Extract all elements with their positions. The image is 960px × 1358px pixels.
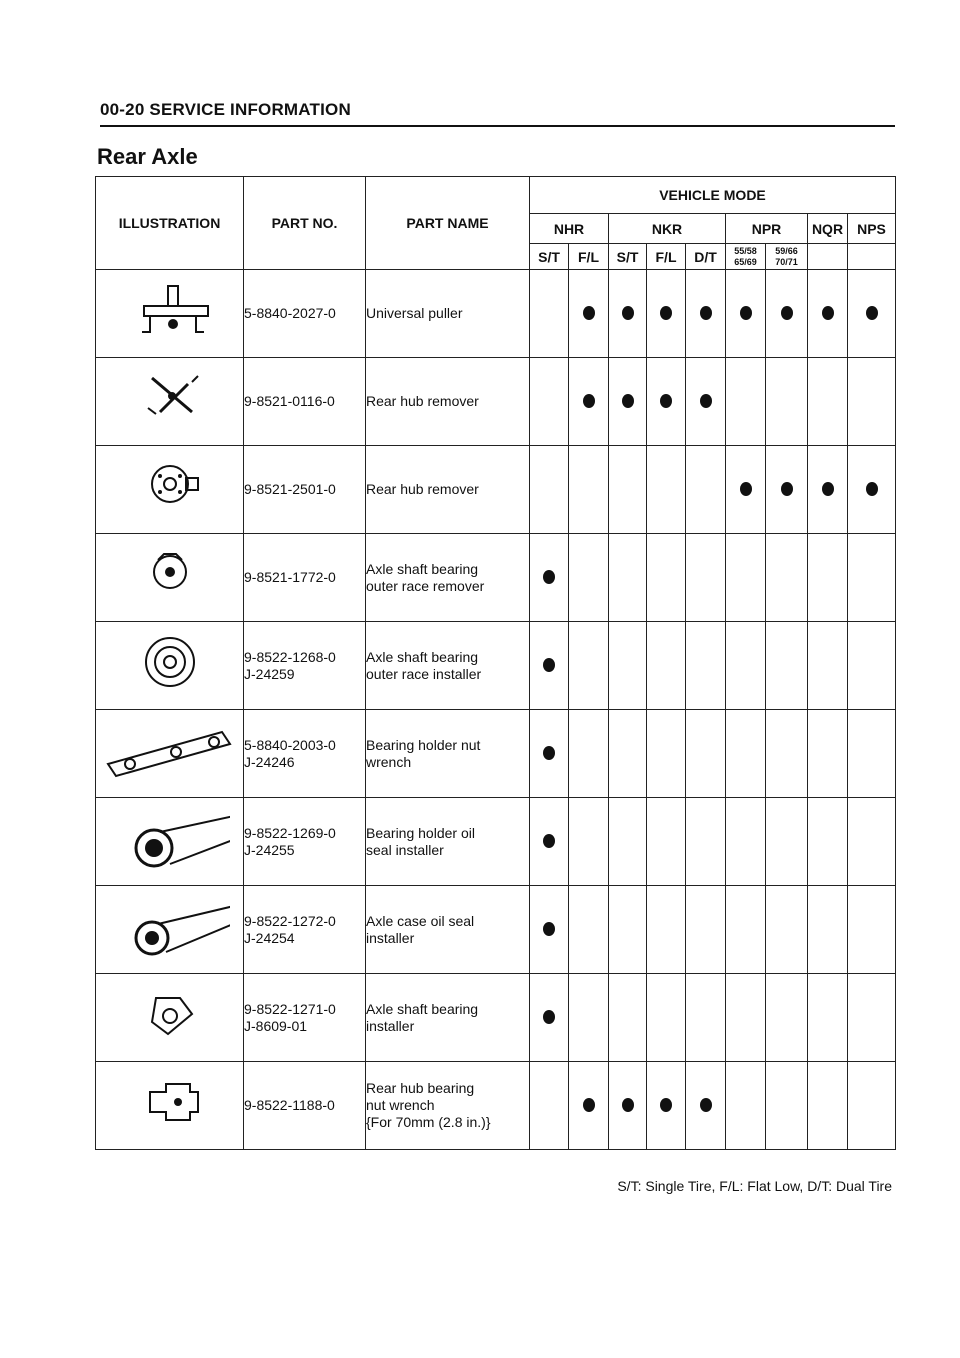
table-row — [96, 622, 896, 710]
part-name: Bearing holder nut — [366, 736, 481, 753]
table-row — [96, 534, 896, 622]
applicability-nqr — [808, 1062, 848, 1150]
applicability-npr-b — [766, 622, 808, 710]
applicability-npr-a — [726, 622, 766, 710]
applicability-nhr-st — [530, 534, 569, 622]
applicability-npr-a — [726, 270, 766, 358]
applicability-nhr-fl — [569, 534, 609, 622]
applicability-nkr-fl — [647, 1062, 686, 1150]
part-name: Bearing holder oil — [366, 824, 475, 841]
applicability-nqr — [808, 534, 848, 622]
applicability-nhr-st — [530, 446, 569, 534]
part-name: outer race installer — [366, 665, 482, 682]
applicable-dot — [740, 482, 752, 496]
applicability-npr-b — [766, 798, 808, 886]
part-name-cell — [366, 534, 530, 622]
sub-npr-b — [766, 244, 808, 270]
applicability-nps — [848, 358, 896, 446]
applicability-npr-b — [766, 358, 808, 446]
applicability-nkr-fl — [647, 798, 686, 886]
part-name-cell — [366, 974, 530, 1062]
universal-puller-icon — [110, 280, 230, 342]
applicability-npr-b — [766, 886, 808, 974]
applicability-nkr-st — [609, 1062, 647, 1150]
model-nkr: NKR — [609, 214, 726, 244]
model-nqr: NQR — [808, 214, 848, 244]
table-row — [96, 798, 896, 886]
applicable-dot — [700, 306, 712, 320]
nut-wrench-plate-icon — [102, 720, 238, 782]
hub-nut-wrench-icon — [110, 1072, 230, 1134]
applicability-npr-a — [726, 446, 766, 534]
applicability-nkr-st — [609, 622, 647, 710]
applicability-nps — [848, 446, 896, 534]
part-no: J-24255 — [244, 841, 295, 858]
applicability-nkr-fl — [647, 534, 686, 622]
part-name-cell — [366, 886, 530, 974]
applicability-nqr — [808, 886, 848, 974]
applicable-dot — [866, 482, 878, 496]
illustration-cell — [96, 358, 244, 446]
part-name: Axle case oil seal — [366, 912, 475, 929]
illustration-cell — [96, 710, 244, 798]
applicability-nps — [848, 270, 896, 358]
part-no-cell — [244, 270, 366, 358]
illustration-cell — [96, 1062, 244, 1150]
part-no: 9-8522-1272-0 — [244, 912, 336, 929]
applicability-nkr-st — [609, 798, 647, 886]
illustration-cell — [96, 270, 244, 358]
sub-st-nhr: S/T — [530, 244, 569, 270]
part-name-cell — [366, 270, 530, 358]
part-no: 9-8522-1271-0 — [244, 1000, 336, 1017]
part-no: 9-8522-1268-0 — [244, 648, 336, 665]
part-name-cell — [366, 446, 530, 534]
part-name: Universal puller — [366, 305, 463, 321]
seal-installer-icon — [110, 808, 230, 870]
applicable-dot — [622, 394, 634, 408]
npr-b-line1: 59/66 — [775, 245, 798, 256]
applicable-dot — [781, 306, 793, 320]
applicability-nkr-fl — [647, 974, 686, 1062]
applicability-nhr-st — [530, 270, 569, 358]
applicability-nkr-fl — [647, 358, 686, 446]
applicability-nkr-st — [609, 974, 647, 1062]
sub-nps — [848, 244, 896, 270]
applicability-nps — [848, 974, 896, 1062]
applicability-nhr-st — [530, 710, 569, 798]
illustration-cell — [96, 798, 244, 886]
col-vehicle-mode: VEHICLE MODE — [530, 177, 896, 214]
part-name: seal installer — [366, 841, 444, 858]
part-no-cell — [244, 358, 366, 446]
race-remover-icon — [110, 544, 230, 606]
applicability-nqr — [808, 798, 848, 886]
part-name: {For 70mm (2.8 in.)} — [366, 1114, 491, 1130]
part-no-cell — [244, 974, 366, 1062]
part-name-cell — [366, 798, 530, 886]
part-no: J-24254 — [244, 929, 295, 946]
table-row — [96, 974, 896, 1062]
applicability-nkr-dt — [686, 974, 726, 1062]
part-name-cell — [366, 358, 530, 446]
rear-hub-remover-icon — [110, 368, 230, 430]
applicability-nhr-fl — [569, 270, 609, 358]
applicability-nkr-st — [609, 710, 647, 798]
applicability-nkr-fl — [647, 622, 686, 710]
bearing-installer-icon — [110, 984, 230, 1046]
col-illustration: ILLUSTRATION — [96, 177, 244, 270]
sub-st-nkr: S/T — [609, 244, 647, 270]
applicability-npr-a — [726, 710, 766, 798]
part-name: wrench — [366, 753, 412, 770]
applicability-nps — [848, 798, 896, 886]
illustration-cell — [96, 622, 244, 710]
part-no-cell — [244, 446, 366, 534]
applicability-npr-a — [726, 886, 766, 974]
applicability-nhr-st — [530, 886, 569, 974]
applicability-nqr — [808, 446, 848, 534]
applicability-nkr-dt — [686, 358, 726, 446]
applicability-nkr-dt — [686, 534, 726, 622]
part-name-cell — [366, 1062, 530, 1150]
applicability-nkr-dt — [686, 446, 726, 534]
oil-seal-installer-icon — [110, 896, 230, 958]
applicability-nkr-st — [609, 534, 647, 622]
applicability-nqr — [808, 358, 848, 446]
applicability-nqr — [808, 710, 848, 798]
applicability-nkr-dt — [686, 798, 726, 886]
part-no: 9-8521-2501-0 — [244, 481, 336, 497]
applicable-dot — [622, 306, 634, 320]
applicable-dot — [660, 394, 672, 408]
applicability-nkr-fl — [647, 446, 686, 534]
applicable-dot — [822, 482, 834, 496]
applicability-nhr-fl — [569, 1062, 609, 1150]
applicability-nkr-st — [609, 270, 647, 358]
table-row — [96, 886, 896, 974]
table-row — [96, 446, 896, 534]
applicability-nhr-st — [530, 358, 569, 446]
sub-nqr — [808, 244, 848, 270]
col-part-name: PART NAME — [366, 177, 530, 270]
npr-a-line2: 65/69 — [734, 256, 757, 267]
applicability-nkr-fl — [647, 270, 686, 358]
part-name: Rear hub remover — [366, 393, 479, 409]
part-no: 5-8840-2003-0 — [244, 736, 336, 753]
part-no: J-24259 — [244, 665, 295, 682]
applicability-npr-a — [726, 358, 766, 446]
applicable-dot — [543, 834, 555, 848]
applicable-dot — [543, 570, 555, 584]
part-no-cell — [244, 710, 366, 798]
applicability-nps — [848, 534, 896, 622]
part-no-cell — [244, 1062, 366, 1150]
applicability-npr-b — [766, 710, 808, 798]
applicability-nhr-st — [530, 974, 569, 1062]
part-no: 9-8521-1772-0 — [244, 569, 336, 585]
applicable-dot — [543, 658, 555, 672]
applicability-nps — [848, 1062, 896, 1150]
applicability-nkr-dt — [686, 270, 726, 358]
table-row — [96, 270, 896, 358]
page-header: 00-20 SERVICE INFORMATION — [100, 100, 351, 119]
col-part-no: PART NO. — [244, 177, 366, 270]
applicability-nkr-st — [609, 886, 647, 974]
table-row — [96, 1062, 896, 1150]
applicable-dot — [866, 306, 878, 320]
applicability-npr-b — [766, 446, 808, 534]
npr-b-line2: 70/71 — [775, 256, 798, 267]
part-name: installer — [366, 929, 415, 946]
applicability-nhr-fl — [569, 622, 609, 710]
applicable-dot — [822, 306, 834, 320]
applicable-dot — [543, 922, 555, 936]
applicability-nkr-st — [609, 358, 647, 446]
part-name: nut wrench — [366, 1097, 435, 1113]
applicability-nhr-fl — [569, 446, 609, 534]
applicability-npr-b — [766, 974, 808, 1062]
header-rule — [100, 125, 895, 127]
illustration-cell — [96, 974, 244, 1062]
illustration-cell — [96, 446, 244, 534]
part-name: Axle shaft bearing — [366, 560, 479, 577]
part-name: Rear hub bearing — [366, 1080, 475, 1096]
applicable-dot — [781, 482, 793, 496]
applicability-npr-a — [726, 974, 766, 1062]
applicable-dot — [660, 306, 672, 320]
applicable-dot — [740, 306, 752, 320]
applicable-dot — [583, 394, 595, 408]
applicability-nps — [848, 622, 896, 710]
legend: S/T: Single Tire, F/L: Flat Low, D/T: Dual Tire — [617, 1178, 892, 1194]
part-name-cell — [366, 710, 530, 798]
part-no: 9-8521-0116-0 — [244, 393, 335, 409]
applicability-nhr-st — [530, 622, 569, 710]
part-name: outer race remover — [366, 577, 485, 594]
race-installer-icon — [110, 632, 230, 694]
applicability-nhr-fl — [569, 710, 609, 798]
applicable-dot — [660, 1098, 672, 1112]
applicability-nkr-fl — [647, 710, 686, 798]
part-name: Axle shaft bearing — [366, 648, 479, 665]
part-no-cell — [244, 534, 366, 622]
sub-npr-a — [726, 244, 766, 270]
table-row — [96, 710, 896, 798]
part-no: J-24246 — [244, 753, 295, 770]
applicability-npr-b — [766, 1062, 808, 1150]
applicability-npr-a — [726, 534, 766, 622]
model-nhr: NHR — [530, 214, 609, 244]
applicability-npr-a — [726, 1062, 766, 1150]
rear-hub-remover-flange-icon — [110, 456, 230, 518]
applicability-nkr-dt — [686, 1062, 726, 1150]
sub-fl-nhr: F/L — [569, 244, 609, 270]
part-name: installer — [366, 1017, 415, 1034]
part-no-cell — [244, 886, 366, 974]
part-no: 9-8522-1269-0 — [244, 824, 336, 841]
applicable-dot — [622, 1098, 634, 1112]
applicable-dot — [543, 1010, 555, 1024]
part-no-cell — [244, 622, 366, 710]
applicability-nhr-fl — [569, 974, 609, 1062]
applicability-npr-a — [726, 798, 766, 886]
applicability-nqr — [808, 974, 848, 1062]
npr-a-line1: 55/58 — [734, 245, 757, 256]
applicability-nhr-fl — [569, 886, 609, 974]
applicability-nkr-dt — [686, 622, 726, 710]
sub-fl-nkr: F/L — [647, 244, 686, 270]
illustration-cell — [96, 886, 244, 974]
applicability-nhr-fl — [569, 358, 609, 446]
applicable-dot — [543, 746, 555, 760]
applicability-nqr — [808, 270, 848, 358]
applicability-nhr-st — [530, 798, 569, 886]
applicability-nhr-st — [530, 1062, 569, 1150]
part-no: J-8609-01 — [244, 1017, 308, 1034]
part-name-cell — [366, 622, 530, 710]
applicability-nkr-st — [609, 446, 647, 534]
applicability-nhr-fl — [569, 798, 609, 886]
applicable-dot — [583, 306, 595, 320]
part-no: 5-8840-2027-0 — [244, 305, 336, 321]
section-title: Rear Axle — [97, 144, 198, 169]
table-row — [96, 358, 896, 446]
applicability-npr-b — [766, 534, 808, 622]
applicability-nkr-dt — [686, 710, 726, 798]
part-no-cell — [244, 798, 366, 886]
illustration-cell — [96, 534, 244, 622]
sub-dt-nkr: D/T — [686, 244, 726, 270]
applicability-nqr — [808, 622, 848, 710]
part-name: Rear hub remover — [366, 481, 479, 497]
applicability-nkr-dt — [686, 886, 726, 974]
applicable-dot — [583, 1098, 595, 1112]
applicable-dot — [700, 394, 712, 408]
applicability-nkr-fl — [647, 886, 686, 974]
part-no: 9-8522-1188-0 — [244, 1097, 335, 1113]
applicability-nps — [848, 710, 896, 798]
model-nps: NPS — [848, 214, 896, 244]
part-name: Axle shaft bearing — [366, 1000, 479, 1017]
applicability-npr-b — [766, 270, 808, 358]
applicable-dot — [700, 1098, 712, 1112]
special-tools-table — [95, 176, 896, 1150]
applicability-nps — [848, 886, 896, 974]
model-npr: NPR — [726, 214, 808, 244]
